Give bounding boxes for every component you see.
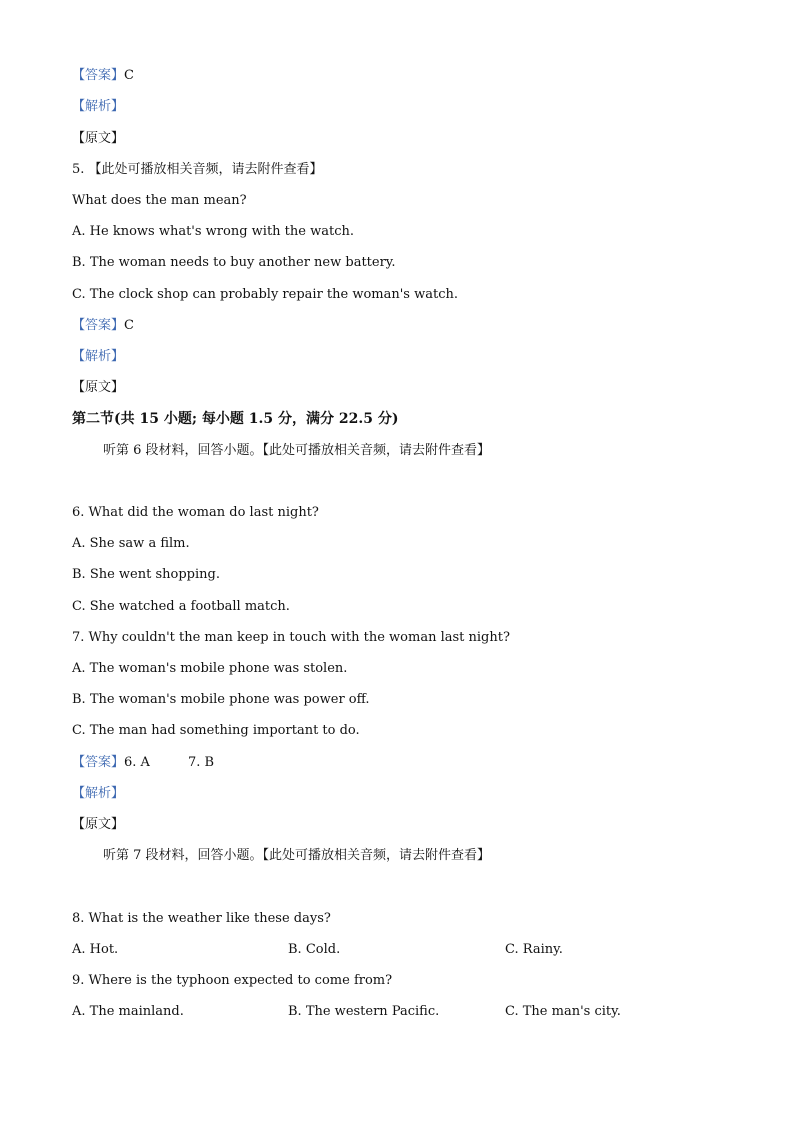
original-tag: 【原文】 xyxy=(72,380,125,395)
q5-original-line xyxy=(72,378,124,398)
q4-answer-line xyxy=(72,66,134,86)
q5-analysis-line xyxy=(72,347,124,367)
q8-option-c: C. Rainy. xyxy=(505,942,563,957)
answer-tag: 【答案】 xyxy=(72,318,125,333)
q5-option-c: C. The clock shop can probably repair the woman's watch. xyxy=(72,287,459,302)
q5-question: What does the man mean? xyxy=(72,193,247,208)
analysis-tag: 【解析】 xyxy=(72,786,125,801)
answer-value-7: 7. B xyxy=(187,755,215,770)
q9-option-a: A. The mainland. xyxy=(72,1004,184,1019)
q6-option-a: A. She saw a film. xyxy=(72,536,190,551)
answer-value-6: 6. A xyxy=(124,755,150,770)
q7-option-b: B. The woman's mobile phone was power off. xyxy=(72,692,370,707)
q5-number: 5. xyxy=(72,162,85,177)
q5-answer-line xyxy=(72,316,134,336)
answer-tag: 【答案】 xyxy=(72,68,125,83)
q8-options-row xyxy=(72,940,632,960)
q5-option-b: B. The woman needs to buy another new battery. xyxy=(72,255,396,270)
section2-heading: 第二节(共 15 小题; 每小题 1.5 分，满分 22.5 分) xyxy=(72,411,399,427)
analysis-tag: 【解析】 xyxy=(72,99,125,114)
section2-intro-7: 听第 7 段材料，回答小题。【此处可播放相关音频，请去附件查看】 xyxy=(103,848,491,863)
q4-analysis-line xyxy=(72,97,124,117)
q7-question: 7. Why couldn't the man keep in touch with the woman last night? xyxy=(72,630,510,645)
q4-original-line xyxy=(72,129,124,149)
q6-option-b: B. She went shopping. xyxy=(72,567,220,582)
analysis-tag: 【解析】 xyxy=(72,349,125,364)
q67-original-line xyxy=(72,815,124,835)
original-tag: 【原文】 xyxy=(72,817,125,832)
q9-option-c: C. The man's city. xyxy=(505,1004,621,1019)
q6-option-c: C. She watched a football match. xyxy=(72,599,290,614)
q8-question: 8. What is the weather like these days? xyxy=(72,911,331,926)
q6-question: 6. What did the woman do last night? xyxy=(72,505,319,520)
q8-option-b: B. Cold. xyxy=(288,942,341,957)
q5-audio-note: 【此处可播放相关音频，请去附件查看】 xyxy=(88,162,323,177)
q5-option-a: A. He knows what's wrong with the watch. xyxy=(72,224,354,239)
q67-answer-line xyxy=(72,753,214,773)
q7-option-c: C. The man had something important to do. xyxy=(72,723,360,738)
q9-options-row xyxy=(72,1002,632,1022)
q67-analysis-line xyxy=(72,784,124,804)
section2-intro-6: 听第 6 段材料，回答小题。【此处可播放相关音频，请去附件查看】 xyxy=(103,443,491,458)
q7-option-a: A. The woman's mobile phone was stolen. xyxy=(72,661,348,676)
original-tag: 【原文】 xyxy=(72,131,125,146)
answer-value: C xyxy=(124,68,134,83)
q9-question: 9. Where is the typhoon expected to come from? xyxy=(72,973,393,988)
answer-tag: 【答案】 xyxy=(72,755,125,770)
q8-option-a: A. Hot. xyxy=(72,942,119,957)
answer-value: C xyxy=(124,318,134,333)
q5-audio-line xyxy=(72,160,323,180)
q9-option-b: B. The western Pacific. xyxy=(288,1004,440,1019)
